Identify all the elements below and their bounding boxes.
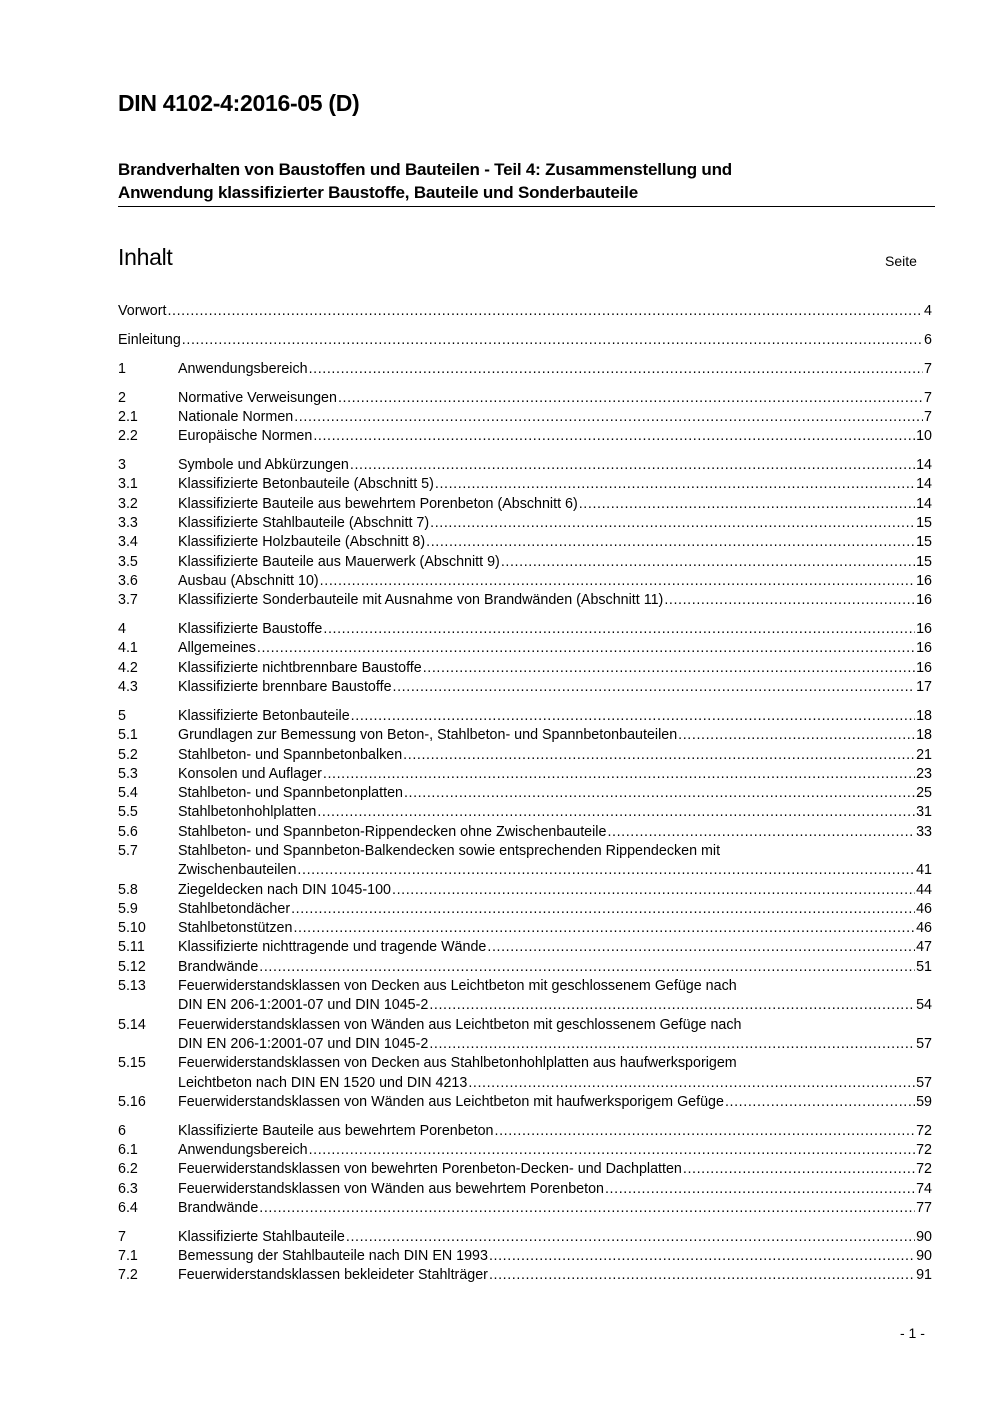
dot-leader (664, 591, 915, 610)
toc-entry[interactable] (118, 1160, 932, 1179)
toc-entry-number: 2.1 (118, 408, 138, 425)
dot-leader (393, 678, 916, 697)
toc-entry-title: Feuerwiderstandsklassen bekleideter Stahlträger (178, 1267, 488, 1284)
toc-entry-number: 3.4 (118, 534, 138, 551)
toc-entry[interactable] (118, 881, 932, 900)
toc-entry[interactable] (118, 389, 932, 408)
toc-entry-page: 21 (916, 746, 932, 763)
dot-leader (350, 456, 915, 475)
toc-entry-page: 16 (916, 621, 932, 638)
toc-entry-number: 5.8 (118, 881, 138, 898)
toc-entry-title: Klassifizierte nichttragende und tragende Wände (178, 939, 487, 956)
toc-entry[interactable] (118, 408, 932, 427)
toc-entry-title: Klassifizierte Stahlbauteile (178, 1228, 345, 1245)
toc-entry-number: 5.2 (118, 746, 138, 763)
toc-entry-page: 4 (924, 303, 932, 319)
toc-entry[interactable] (118, 1054, 932, 1093)
dot-leader (607, 823, 915, 842)
subtitle-line-2: Anwendung klassifizierter Baustoffe, Bauteile und Sonderbauteile (118, 183, 638, 202)
toc-entry-page: 15 (916, 534, 932, 551)
toc-entry-title: Klassifizierte Betonbauteile (178, 707, 350, 724)
toc-entry-title: Vorwort (118, 303, 167, 319)
toc-entry-title: Brandwände (178, 958, 259, 975)
toc-entry-number: 2.2 (118, 428, 138, 445)
toc-entry-title: DIN EN 206-1:2001-07 und DIN 1045-2 (178, 1035, 429, 1052)
toc-entry-title: Klassifizierte Holzbauteile (Abschnitt 8) (178, 534, 426, 551)
toc-entry-number: 3.6 (118, 572, 138, 589)
dot-leader (678, 726, 915, 745)
toc-entry-title: Grundlagen zur Bemessung von Beton-, Stahlbeton- und Spannbetonbauteilen (178, 727, 678, 744)
toc-entry-page: 18 (916, 727, 932, 744)
toc-entry-title: Feuerwiderstandsklassen von Wänden aus Leichtbeton mit haufwerksporigem Gefüge (178, 1093, 724, 1110)
toc-entry-title: Ziegeldecken nach DIN 1045-100 (178, 881, 392, 898)
toc-entry-page: 54 (916, 997, 932, 1014)
toc-entry[interactable] (118, 1141, 932, 1160)
toc-entry-page: 72 (916, 1122, 932, 1139)
toc-entry-title: Brandwände (178, 1199, 259, 1216)
toc-entry-title: Stahlbeton- und Spannbetonplatten (178, 785, 403, 802)
toc-entry-title: Anwendungsbereich (178, 360, 308, 377)
dot-leader (313, 427, 915, 446)
dot-leader (468, 1074, 915, 1093)
toc-entry-page: 14 (916, 476, 932, 493)
toc-entry-number: 5.10 (118, 920, 146, 937)
toc-entry[interactable] (118, 1122, 932, 1141)
toc-entry[interactable] (118, 1228, 932, 1247)
toc-entry[interactable] (118, 572, 932, 591)
toc-entry-page: 14 (916, 457, 932, 474)
toc-entry[interactable] (118, 427, 932, 446)
toc-entry-page: 16 (916, 592, 932, 609)
dot-leader (317, 803, 915, 822)
dot-leader (487, 938, 915, 957)
toc-entry[interactable] (118, 1247, 932, 1266)
toc-entry-title: Klassifizierte Stahlbauteile (Abschnitt 7) (178, 515, 430, 532)
toc-entry-number: 5.14 (118, 1016, 146, 1033)
toc-entry-title: Stahlbetondächer (178, 900, 291, 917)
toc-entry-page: 46 (916, 920, 932, 937)
toc-entry-title: Klassifizierte brennbare Baustoffe (178, 679, 392, 696)
toc-entry-number: 4.1 (118, 640, 138, 657)
toc-entry[interactable] (118, 938, 932, 957)
toc-entry-number: 5.4 (118, 785, 138, 802)
dot-leader (309, 1141, 916, 1160)
dot-leader (323, 765, 915, 784)
toc-entry-number: 5.1 (118, 727, 138, 744)
toc-entry-page: 14 (916, 495, 932, 512)
toc-entry[interactable] (118, 620, 932, 639)
dot-leader (429, 996, 915, 1015)
toc-entry-title: Stahlbeton- und Spannbeton-Rippendecken ohne Zwischenbauteile (178, 823, 607, 840)
toc-entry-title: Bemessung der Stahlbauteile nach DIN EN 1993 (178, 1248, 488, 1265)
toc-entry-number: 4.3 (118, 679, 138, 696)
dot-leader (426, 533, 915, 552)
toc-entry-page: 57 (916, 1035, 932, 1052)
page-column-label: Seite (885, 253, 917, 269)
dot-leader (423, 659, 915, 678)
toc-entry-number: 5.12 (118, 958, 146, 975)
toc-entry-title: Symbole und Abkürzungen (178, 457, 349, 474)
toc-entry-page: 23 (916, 765, 932, 782)
dot-leader (495, 1122, 916, 1141)
dot-leader (338, 389, 923, 408)
toc-entry[interactable] (118, 678, 932, 697)
toc-entry-page: 77 (916, 1199, 932, 1216)
toc-entry-title: Stahlbeton- und Spannbeton-Balkendecken sowie entsprechenden Rippendecken mit (178, 842, 721, 859)
toc-entry-title: Klassifizierte nichtbrennbare Baustoffe (178, 659, 422, 676)
toc-entry-title: Klassifizierte Sonderbauteile mit Ausnahme von Brandwänden (Abschnitt 11) (178, 592, 664, 609)
toc-entry[interactable] (118, 1180, 932, 1199)
toc-entry-number: 6.3 (118, 1180, 138, 1197)
toc-entry-page: 91 (916, 1267, 932, 1284)
toc-entry[interactable] (118, 659, 932, 678)
toc-entry[interactable] (118, 746, 932, 765)
dot-leader (323, 620, 915, 639)
dot-leader (489, 1266, 915, 1285)
toc-entry[interactable] (118, 707, 932, 726)
toc-heading: Inhalt (118, 244, 173, 270)
toc-entry[interactable] (118, 456, 932, 475)
toc-entry-number: 7 (118, 1228, 126, 1245)
toc-entry-number: 3 (118, 457, 126, 474)
toc-entry-page: 18 (916, 707, 932, 724)
dot-leader (435, 475, 915, 494)
dot-leader (579, 495, 915, 514)
dot-leader (683, 1160, 915, 1179)
toc-entry[interactable] (118, 1199, 932, 1218)
toc-entry-number: 1 (118, 360, 126, 377)
toc-entry-page: 47 (916, 939, 932, 956)
toc-entry-title: Feuerwiderstandsklassen von Decken aus Leichtbeton mit geschlossenem Gefüge nach (178, 978, 737, 995)
toc-entry-title: Feuerwiderstandsklassen von Wänden aus Leichtbeton mit geschlossenem Gefüge nach (178, 1016, 742, 1033)
toc-entry[interactable] (118, 1093, 932, 1112)
toc-entry-page: 41 (916, 862, 932, 879)
toc-entry-page: 15 (916, 553, 932, 570)
dot-leader (259, 1199, 915, 1218)
toc-entry[interactable] (118, 302, 932, 321)
dot-leader (309, 360, 923, 379)
dot-leader (257, 639, 915, 658)
toc-entry-title: Klassifizierte Betonbauteile (Abschnitt 5) (178, 476, 434, 493)
dot-leader (404, 784, 915, 803)
toc-entry[interactable] (118, 842, 932, 881)
toc-entry-title: Stahlbeton- und Spannbetonbalken (178, 746, 403, 763)
dot-leader (294, 408, 923, 427)
toc-entry[interactable] (118, 823, 932, 842)
toc-entry-page: 6 (924, 331, 932, 348)
toc-entry-title: Leichtbeton nach DIN EN 1520 und DIN 4213 (178, 1074, 468, 1091)
toc-entry[interactable] (118, 977, 932, 1016)
dot-leader (291, 900, 915, 919)
toc-entry[interactable] (118, 553, 932, 572)
dot-leader (392, 881, 915, 900)
toc-entry-title: Klassifizierte Bauteile aus bewehrtem Porenbeton (Abschnitt 6) (178, 495, 578, 512)
dot-leader (167, 302, 923, 321)
toc-entry-page: 31 (916, 804, 932, 821)
document-subtitle (118, 158, 938, 204)
dot-leader (403, 746, 915, 765)
dot-leader (351, 707, 915, 726)
toc-entry-page: 7 (924, 408, 932, 425)
toc-entry-number: 5.11 (118, 939, 145, 956)
dot-leader (346, 1228, 915, 1247)
toc-entry[interactable] (118, 331, 932, 350)
toc-entry[interactable] (118, 784, 932, 803)
dot-leader (489, 1247, 915, 1266)
dot-leader (501, 553, 915, 572)
toc-entry-page: 16 (916, 659, 932, 676)
toc-entry-number: 5.7 (118, 842, 138, 859)
table-of-contents (118, 302, 932, 1286)
toc-entry[interactable] (118, 639, 932, 658)
toc-entry-number: 4.2 (118, 659, 138, 676)
toc-entry-page: 17 (916, 679, 932, 696)
dot-leader (605, 1180, 915, 1199)
toc-entry-number: 6.2 (118, 1161, 138, 1178)
toc-entry-title: Feuerwiderstandsklassen von Decken aus Stahlbetonhohlplatten aus haufwerksporigem (178, 1055, 737, 1072)
title-divider (118, 206, 935, 207)
toc-entry[interactable] (118, 765, 932, 784)
toc-entry-number: 5.15 (118, 1055, 146, 1072)
subtitle-line-1: Brandverhalten von Baustoffen und Bauteilen - Teil 4: Zusammenstellung und (118, 160, 732, 179)
toc-entry-number: 2 (118, 389, 126, 406)
toc-entry-number: 5.13 (118, 978, 146, 995)
toc-entry-title: Nationale Normen (178, 408, 294, 425)
toc-entry-page: 90 (916, 1228, 932, 1245)
dot-leader (725, 1093, 915, 1112)
toc-entry-number: 3.5 (118, 553, 138, 570)
toc-entry-page: 25 (916, 785, 932, 802)
toc-entry-title: Allgemeines (178, 640, 256, 657)
toc-entry-title: Klassifizierte Bauteile aus bewehrtem Porenbeton (178, 1122, 494, 1139)
toc-entry[interactable] (118, 958, 932, 977)
toc-entry-number: 3.3 (118, 515, 138, 532)
toc-entry-title: Stahlbetonhohlplatten (178, 804, 317, 821)
toc-entry-page: 46 (916, 900, 932, 917)
toc-entry-number: 5.6 (118, 823, 138, 840)
toc-entry-page: 74 (916, 1180, 932, 1197)
toc-entry-number: 5.5 (118, 804, 138, 821)
dot-leader (429, 1035, 915, 1054)
toc-entry-page: 44 (916, 881, 932, 898)
toc-entry-page: 16 (916, 572, 932, 589)
toc-entry-page: 33 (916, 823, 932, 840)
toc-entry-title: Feuerwiderstandsklassen von bewehrten Porenbeton-Decken- und Dachplatten (178, 1161, 682, 1178)
toc-entry-number: 7.1 (118, 1248, 138, 1265)
dot-leader (293, 919, 915, 938)
toc-entry-number: 6.1 (118, 1142, 138, 1159)
toc-entry-title: Einleitung (118, 331, 181, 348)
toc-entry-title: Anwendungsbereich (178, 1142, 308, 1159)
toc-entry-page: 15 (916, 515, 932, 532)
toc-entry-page: 72 (916, 1142, 932, 1159)
toc-entry-number: 3.1 (118, 476, 138, 493)
toc-entry-number: 5.9 (118, 900, 138, 917)
document-title: DIN 4102-4:2016-05 (D) (118, 90, 360, 116)
page-number: - 1 - (900, 1325, 925, 1341)
toc-entry[interactable] (118, 726, 932, 745)
dot-leader (297, 861, 915, 880)
toc-entry-number: 5 (118, 707, 126, 724)
toc-entry-number: 6 (118, 1122, 126, 1139)
toc-entry-title: Konsolen und Auflager (178, 765, 322, 782)
dot-leader (182, 331, 923, 350)
toc-entry[interactable] (118, 900, 932, 919)
toc-entry[interactable] (118, 475, 932, 494)
toc-entry-number: 5.16 (118, 1093, 146, 1110)
toc-entry-title: Klassifizierte Bauteile aus Mauerwerk (Abschnitt 9) (178, 553, 500, 570)
toc-entry-title: Ausbau (Abschnitt 10) (178, 572, 319, 589)
toc-entry-page: 59 (916, 1093, 932, 1110)
toc-entry-number: 6.4 (118, 1199, 138, 1216)
dot-leader (430, 514, 915, 533)
toc-entry[interactable] (118, 495, 932, 514)
toc-entry-title: Stahlbetonstützen (178, 920, 293, 937)
toc-entry-page: 7 (924, 360, 932, 377)
toc-entry-title: Klassifizierte Baustoffe (178, 621, 323, 638)
toc-entry[interactable] (118, 591, 932, 610)
toc-entry-number: 7.2 (118, 1267, 138, 1284)
toc-entry[interactable] (118, 1016, 932, 1055)
toc-entry-number: 3.2 (118, 495, 138, 512)
dot-leader (320, 572, 915, 591)
dot-leader (259, 958, 915, 977)
toc-entry-page: 51 (916, 958, 932, 975)
toc-entry[interactable] (118, 803, 932, 822)
toc-entry-page: 90 (916, 1248, 932, 1265)
toc-entry-number: 4 (118, 621, 126, 638)
toc-entry[interactable] (118, 360, 932, 379)
toc-entry-number: 5.3 (118, 765, 138, 782)
toc-entry[interactable] (118, 919, 932, 938)
toc-entry[interactable] (118, 514, 932, 533)
toc-entry-page: 57 (916, 1074, 932, 1091)
toc-entry-title: Europäische Normen (178, 428, 313, 445)
toc-entry-page: 16 (916, 640, 932, 657)
toc-entry-title: Zwischenbauteilen (178, 862, 297, 879)
toc-entry-title: Normative Verweisungen (178, 389, 337, 406)
toc-entry-page: 10 (916, 428, 932, 445)
toc-entry[interactable] (118, 1266, 932, 1285)
toc-entry-page: 72 (916, 1161, 932, 1178)
toc-entry-title: DIN EN 206-1:2001-07 und DIN 1045-2 (178, 997, 429, 1014)
toc-entry-page: 7 (924, 389, 932, 406)
toc-entry[interactable] (118, 533, 932, 552)
toc-entry-number: 3.7 (118, 592, 138, 609)
toc-entry-title: Feuerwiderstandsklassen von Wänden aus bewehrtem Porenbeton (178, 1180, 604, 1197)
